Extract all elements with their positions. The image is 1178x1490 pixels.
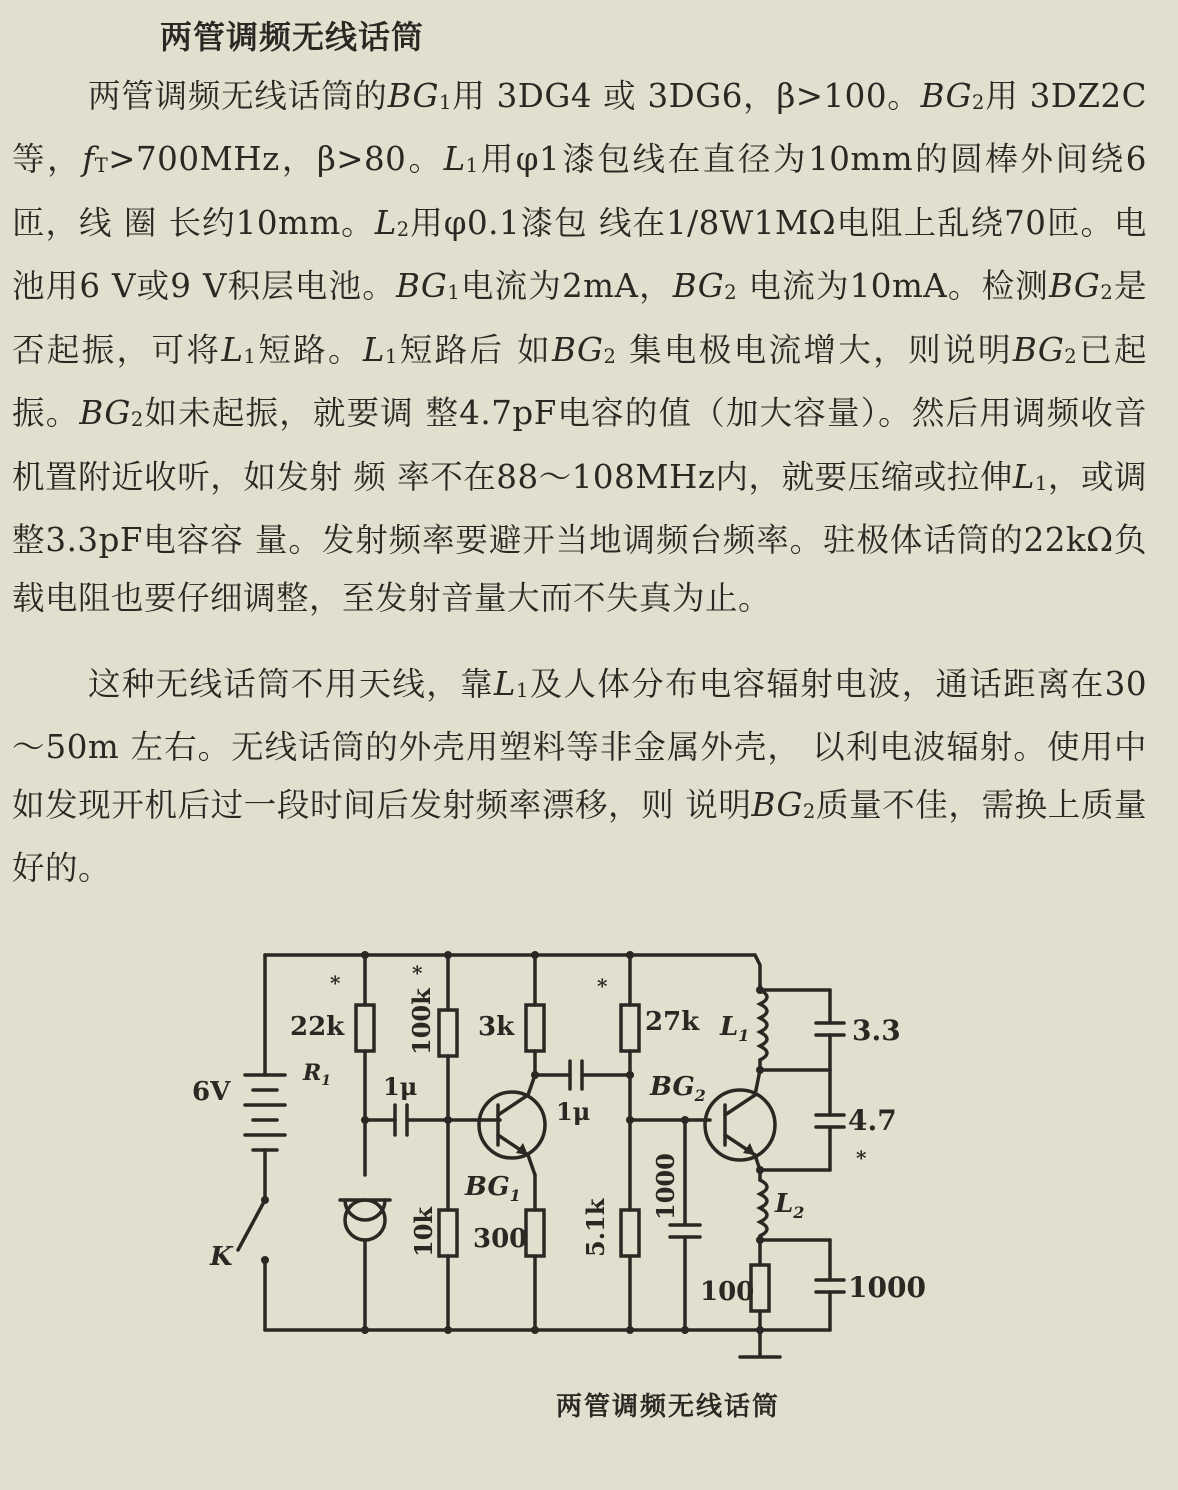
symbol: BG	[79, 394, 131, 433]
subscript: 1	[515, 678, 529, 702]
subscript: 1	[243, 344, 257, 368]
paragraph-1: 两管调频无线话筒的$BG_1$用 3DG4 或 3DG6，β>100。$BG_2$用 3DZ2C等，$f_T>700MHz$，β>80。$L_1$用φ1漆包线在直径为10mm的圆棒外间绕6匝，线 圈 长约10mm。$L_2$用φ0.1漆包 线在1/8W1MΩ电阻上乱绕70匝。电池用6 V或9 V积层电池。$BG_1$电流为2mA，$BG_2$ 电流为10mA。检测$BG_2$是否起振，可将$L_1$短路。$L_1$短路后 如$BG_2$ 集电极电流增大，则说明$BG_2$已起振。$BG_2$如未起振，就要调 整4.7pF电容的值（加大容量）。然后用调频收音机置附近收听，如发射 频 率不在88～108MHz内，就要压缩或拉伸$L_1$，或调整3.3pF电容容 量。发射频率要避开当地调频台频率。驻极体话筒的22kΩ负载电阻也要仔细调整，至发射音量大而不失真为止。	[12, 77, 1147, 617]
symbol: BG	[552, 330, 604, 369]
article-title: 两管调频无线话筒	[160, 18, 425, 56]
paragraph-2: 这种无线话筒不用天线，靠$L_1$及人体分布电容辐射电波，通话距离在30～50m 左右。无线话筒的外壳用塑料等非金属外壳， 以利电波辐射。使用中如发现开机后过一段时间后发射频率漂移，则 说明$BG_2$质量不佳，需换上质量好的。	[12, 665, 1147, 888]
l1-label: $L_1$	[720, 1012, 750, 1045]
subscript: 2	[396, 217, 410, 241]
subscript: 1	[384, 344, 398, 368]
symbol: BG	[395, 267, 448, 306]
subscript: T	[94, 154, 109, 178]
subscript: 1	[465, 154, 479, 178]
symbol: BG	[920, 77, 973, 115]
c1u-b-label: 1μ	[556, 1097, 591, 1126]
symbol: BG	[751, 785, 803, 824]
r10k-label: 10k	[409, 1206, 438, 1257]
r1-value-label: 22k	[290, 1012, 345, 1042]
bg2-label: $BG_2$	[650, 1072, 706, 1105]
symbol: L	[1012, 457, 1035, 496]
subscript: 2	[603, 344, 617, 368]
symbol: f	[82, 140, 95, 179]
symbol: L	[374, 203, 397, 242]
c3p3-label: 3.3	[852, 1014, 901, 1047]
battery-label: 6V	[192, 1077, 231, 1107]
r27k-star: *	[597, 974, 608, 998]
subscript: 2	[802, 799, 816, 823]
r100k-label: 100k	[407, 988, 436, 1055]
circuit-diagram	[180, 935, 940, 1380]
subscript: 2	[1064, 344, 1078, 368]
subscript: 2	[130, 408, 144, 432]
r100k-star: *	[412, 961, 423, 985]
symbol: BG	[1012, 330, 1065, 369]
bg1-label: $BG_1$	[465, 1172, 521, 1205]
r27k-label: 27k	[645, 1007, 700, 1037]
symbol: L	[493, 665, 516, 703]
symbol: BG	[387, 77, 440, 115]
subscript: 2	[1100, 281, 1114, 305]
symbol: L	[221, 330, 244, 369]
r300-label: 300	[473, 1224, 528, 1254]
switch-label: K	[210, 1242, 233, 1272]
r100-label: 100	[700, 1277, 755, 1307]
subscript: 2	[724, 281, 738, 305]
r1-name-label: $R_1$	[303, 1060, 332, 1089]
r3k-label: 3k	[478, 1012, 515, 1042]
r1-star: *	[330, 971, 341, 995]
symbol: BG	[1048, 267, 1101, 306]
l2-label: $L_2$	[775, 1189, 805, 1222]
subscript: 2	[972, 90, 985, 114]
symbol: L	[443, 140, 466, 179]
c1000-b-label: 1000	[848, 1271, 926, 1304]
c4p7-star: *	[856, 1146, 867, 1170]
c1000-a-label: 1000	[651, 1153, 680, 1220]
subscript: 1	[447, 281, 461, 305]
figure-caption: 两管调频无线话筒	[556, 1392, 781, 1422]
symbol: BG	[672, 267, 725, 306]
subscript: 1	[439, 90, 452, 114]
r5k1-label: 5.1k	[581, 1198, 610, 1257]
symbol: L	[362, 330, 385, 369]
c1u-a-label: 1μ	[383, 1072, 418, 1101]
c4p7-label: 4.7	[848, 1104, 897, 1137]
subscript: 1	[1034, 471, 1048, 495]
